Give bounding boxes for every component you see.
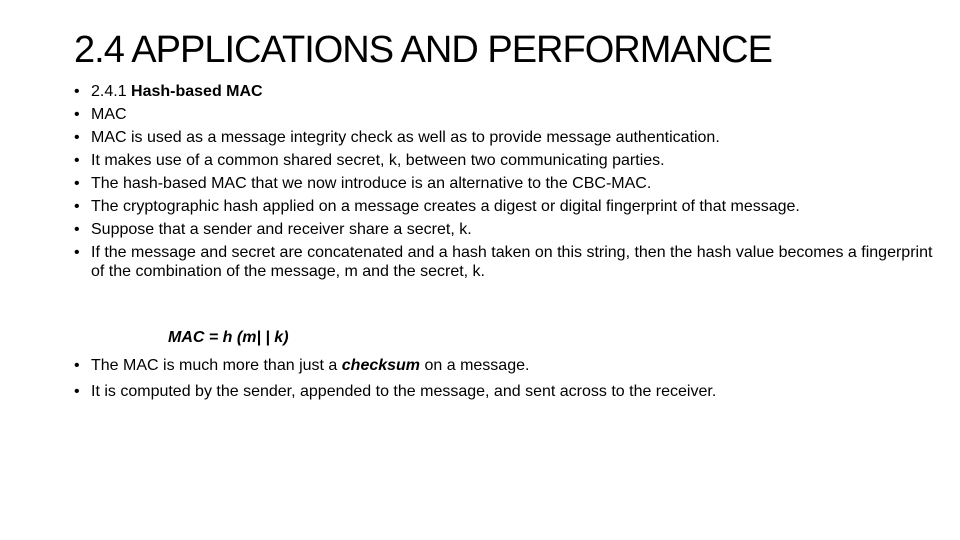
mac-formula: MAC = h (m| | k) xyxy=(168,329,289,346)
section-heading: Hash-based MAC xyxy=(131,83,263,100)
list-item: • The hash-based MAC that we now introduce is an alternative to the CBC-MAC. xyxy=(74,174,934,193)
text-run: The MAC is much more than just a xyxy=(91,357,342,374)
list-item: • It makes use of a common shared secret, k, between two communicating parties. xyxy=(74,151,934,170)
list-item: • MAC xyxy=(74,105,934,124)
list-item xyxy=(74,82,934,101)
list-item xyxy=(74,356,934,375)
list-item: • It is computed by the sender, appended to the message, and sent across to the receiver. xyxy=(74,382,934,401)
section-number: 2.4.1 xyxy=(91,83,132,100)
list-item: • MAC is used as a message integrity check as well as to provide message authentication. xyxy=(74,128,934,147)
bullet-list-continued xyxy=(74,356,934,408)
text-run: on a message. xyxy=(420,357,530,374)
list-item: • The cryptographic hash applied on a message creates a digest or digital fingerprint of that message. xyxy=(74,197,934,216)
bullet-list xyxy=(74,82,934,281)
slide-title: 2.4 APPLICATIONS AND PERFORMANCE xyxy=(74,29,772,71)
checksum-emphasis: checksum xyxy=(341,357,421,374)
list-item: • If the message and secret are concatenated and a hash taken on this string, then the hash value becomes a fingerprint of the combination of the message, m and the secret, k. xyxy=(74,243,934,281)
list-item: • Suppose that a sender and receiver share a secret, k. xyxy=(74,220,934,239)
